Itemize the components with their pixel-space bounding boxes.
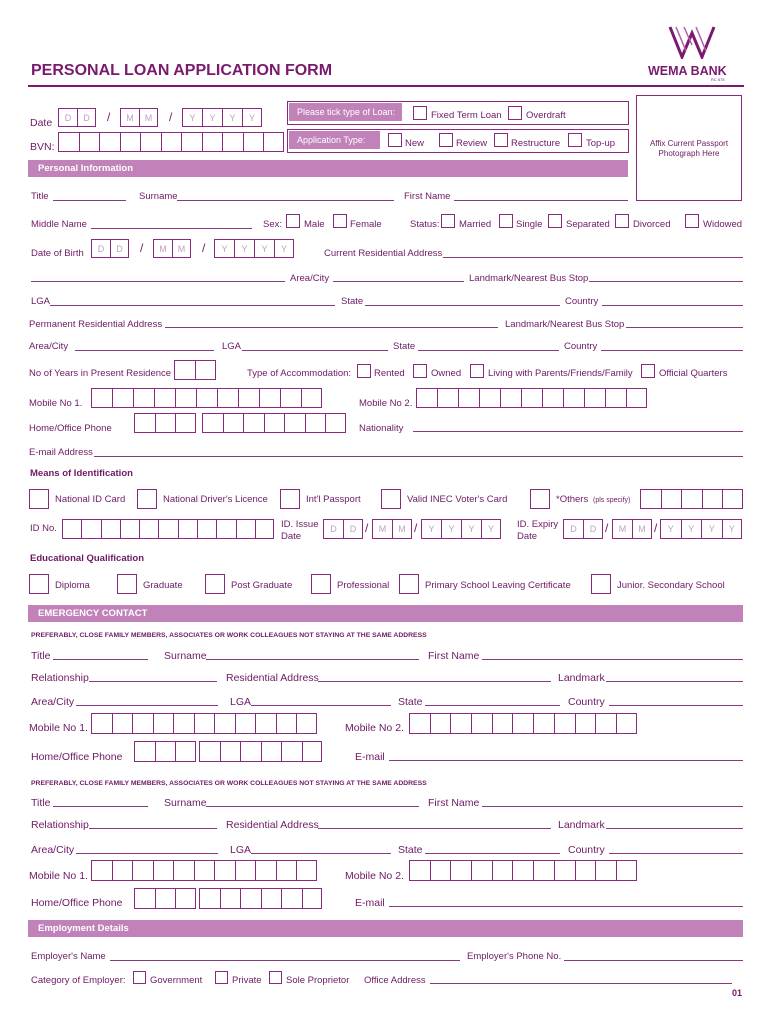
- widowed-checkbox[interactable]: [685, 214, 699, 228]
- graduate-checkbox[interactable]: [117, 574, 137, 594]
- email-field[interactable]: [94, 456, 743, 457]
- others-checkbox[interactable]: [530, 489, 550, 509]
- landmark-field[interactable]: [589, 281, 743, 282]
- id-issue-date-input[interactable]: D D: [323, 519, 363, 539]
- single-checkbox[interactable]: [499, 214, 513, 228]
- ec2-mobile2-input[interactable]: [409, 860, 637, 881]
- passport-photo-box[interactable]: Affix Current Passport Photograph Here: [636, 95, 742, 201]
- emergency-note-1: PREFERABLY, CLOSE FAMILY MEMBERS, ASSOCIATES OR WORK COLLEAGUES NOT STAYING AT THE SAME ADDRESS: [31, 632, 427, 639]
- ec1-mobile1-input[interactable]: [91, 713, 317, 734]
- id-expiry-month-input[interactable]: M M: [612, 519, 652, 539]
- ec1-title-field[interactable]: [53, 659, 148, 660]
- ec1-lga-field[interactable]: [251, 705, 391, 706]
- ec2-home-phone-input[interactable]: [199, 888, 322, 909]
- ec2-state-field[interactable]: [425, 853, 560, 854]
- ec1-landmark-field[interactable]: [606, 681, 743, 682]
- wema-logo-icon: [668, 25, 716, 59]
- emergency-contact-band: EMERGENCY CONTACT: [28, 605, 743, 622]
- mobile1-input[interactable]: [91, 388, 322, 408]
- sole-proprietor-checkbox[interactable]: [269, 971, 282, 984]
- mobile2-input[interactable]: [416, 388, 647, 408]
- ec2-area-field[interactable]: [76, 853, 218, 854]
- area-city-field[interactable]: [333, 281, 464, 282]
- ec1-home-phone-prefix[interactable]: [134, 741, 196, 762]
- date-day-input[interactable]: D D: [58, 108, 96, 127]
- ec1-mobile2-input[interactable]: [409, 713, 637, 734]
- permanent-landmark-field[interactable]: [626, 327, 743, 328]
- title-field[interactable]: [53, 200, 126, 201]
- loan-type-label: Please tick type of Loan:: [289, 103, 402, 121]
- restructure-checkbox[interactable]: [494, 133, 508, 147]
- divorced-checkbox[interactable]: [615, 214, 629, 228]
- header-rule: [28, 85, 744, 87]
- ec1-state-field[interactable]: [425, 705, 560, 706]
- passport-checkbox[interactable]: [280, 489, 300, 509]
- dob-year-input[interactable]: Y Y Y Y: [214, 239, 294, 258]
- dob-day-input[interactable]: D D: [91, 239, 129, 258]
- id-issue-year-input[interactable]: Y Y Y Y: [421, 519, 501, 539]
- home-phone-prefix-input[interactable]: [134, 413, 196, 433]
- permanent-lga-field[interactable]: [242, 350, 388, 351]
- bank-name: WEMA BANK: [648, 64, 727, 78]
- private-checkbox[interactable]: [215, 971, 228, 984]
- identification-heading: Means of Identification: [30, 468, 133, 479]
- ec2-mobile1-input[interactable]: [91, 860, 317, 881]
- id-expiry-year-input[interactable]: Y Y Y Y: [660, 519, 742, 539]
- id-no-input[interactable]: [62, 519, 274, 539]
- rented-checkbox[interactable]: [357, 364, 371, 378]
- review-checkbox[interactable]: [439, 133, 453, 147]
- drivers-licence-checkbox[interactable]: [137, 489, 157, 509]
- topup-checkbox[interactable]: [568, 133, 582, 147]
- national-id-checkbox[interactable]: [29, 489, 49, 509]
- country-field[interactable]: [602, 305, 743, 306]
- official-quarters-checkbox[interactable]: [641, 364, 655, 378]
- surname-field[interactable]: [177, 200, 394, 201]
- ec2-country-field[interactable]: [609, 853, 743, 854]
- date-label: Date: [30, 117, 53, 129]
- current-address-line2[interactable]: [31, 281, 285, 282]
- ec1-surname-field[interactable]: [206, 659, 419, 660]
- education-heading: Educational Qualification: [30, 553, 145, 564]
- application-type-label: Application Type:: [289, 131, 380, 149]
- new-checkbox[interactable]: [388, 133, 402, 147]
- permanent-area-field[interactable]: [75, 350, 214, 351]
- ec2-address-field[interactable]: [318, 828, 551, 829]
- ec2-relationship-field[interactable]: [89, 828, 217, 829]
- government-checkbox[interactable]: [133, 971, 146, 984]
- state-field[interactable]: [365, 305, 560, 306]
- page-number: 01: [732, 988, 743, 998]
- dob-month-input[interactable]: M M: [153, 239, 191, 258]
- ec1-relationship-field[interactable]: [89, 681, 217, 682]
- ec2-surname-field[interactable]: [206, 806, 419, 807]
- years-input[interactable]: [174, 360, 216, 380]
- bvn-input[interactable]: [58, 132, 284, 152]
- separated-checkbox[interactable]: [548, 214, 562, 228]
- bvn-label: BVN:: [30, 141, 55, 153]
- ec2-title-field[interactable]: [53, 806, 148, 807]
- ec1-country-field[interactable]: [609, 705, 743, 706]
- ec1-email-field[interactable]: [389, 760, 743, 761]
- date-month-input[interactable]: M M: [120, 108, 158, 127]
- ec1-first-name-field[interactable]: [482, 659, 743, 660]
- junior-secondary-checkbox[interactable]: [591, 574, 611, 594]
- employer-name-field[interactable]: [110, 960, 460, 961]
- ec2-landmark-field[interactable]: [606, 828, 743, 829]
- ec2-lga-field[interactable]: [251, 853, 391, 854]
- ec2-first-name-field[interactable]: [482, 806, 743, 807]
- owned-checkbox[interactable]: [413, 364, 427, 378]
- office-address-field[interactable]: [430, 983, 732, 984]
- employment-band: Employment Details: [28, 920, 743, 937]
- male-checkbox[interactable]: [286, 214, 300, 228]
- ec1-address-field[interactable]: [318, 681, 551, 682]
- page-title: PERSONAL LOAN APPLICATION FORM: [31, 62, 333, 79]
- fixed-term-checkbox[interactable]: [413, 106, 427, 120]
- employer-phone-field[interactable]: [564, 960, 743, 961]
- middle-name-field[interactable]: [91, 228, 252, 229]
- primary-school-checkbox[interactable]: [399, 574, 419, 594]
- ec1-area-field[interactable]: [76, 705, 218, 706]
- bank-sub: RC 575: [711, 77, 725, 82]
- diploma-checkbox[interactable]: [29, 574, 49, 594]
- emergency-note-2: PREFERABLY, CLOSE FAMILY MEMBERS, ASSOCIATES OR WORK COLLEAGUES NOT STAYING AT THE SAME ADDRESS: [31, 780, 427, 787]
- married-checkbox[interactable]: [441, 214, 455, 228]
- date-year-input[interactable]: Y Y Y Y: [182, 108, 262, 127]
- ec1-home-phone-input[interactable]: [199, 741, 322, 762]
- permanent-country-field[interactable]: [601, 350, 743, 351]
- living-with-checkbox[interactable]: [470, 364, 484, 378]
- professional-checkbox[interactable]: [311, 574, 331, 594]
- permanent-state-field[interactable]: [418, 350, 559, 351]
- female-checkbox[interactable]: [333, 214, 347, 228]
- first-name-field[interactable]: [454, 200, 628, 201]
- ec2-home-phone-prefix[interactable]: [134, 888, 196, 909]
- home-phone-input[interactable]: [202, 413, 346, 433]
- others-specify-input[interactable]: [640, 489, 743, 509]
- post-graduate-checkbox[interactable]: [205, 574, 225, 594]
- id-expiry-date-input[interactable]: D D: [563, 519, 603, 539]
- personal-info-band: Personal Information: [28, 160, 628, 177]
- id-issue-month-input[interactable]: M M: [372, 519, 412, 539]
- ec2-email-field[interactable]: [389, 906, 743, 907]
- nationality-field[interactable]: [413, 431, 743, 432]
- current-address-field[interactable]: [443, 257, 743, 258]
- inec-checkbox[interactable]: [381, 489, 401, 509]
- permanent-address-field[interactable]: [165, 327, 498, 328]
- lga-field[interactable]: [50, 305, 335, 306]
- overdraft-checkbox[interactable]: [508, 106, 522, 120]
